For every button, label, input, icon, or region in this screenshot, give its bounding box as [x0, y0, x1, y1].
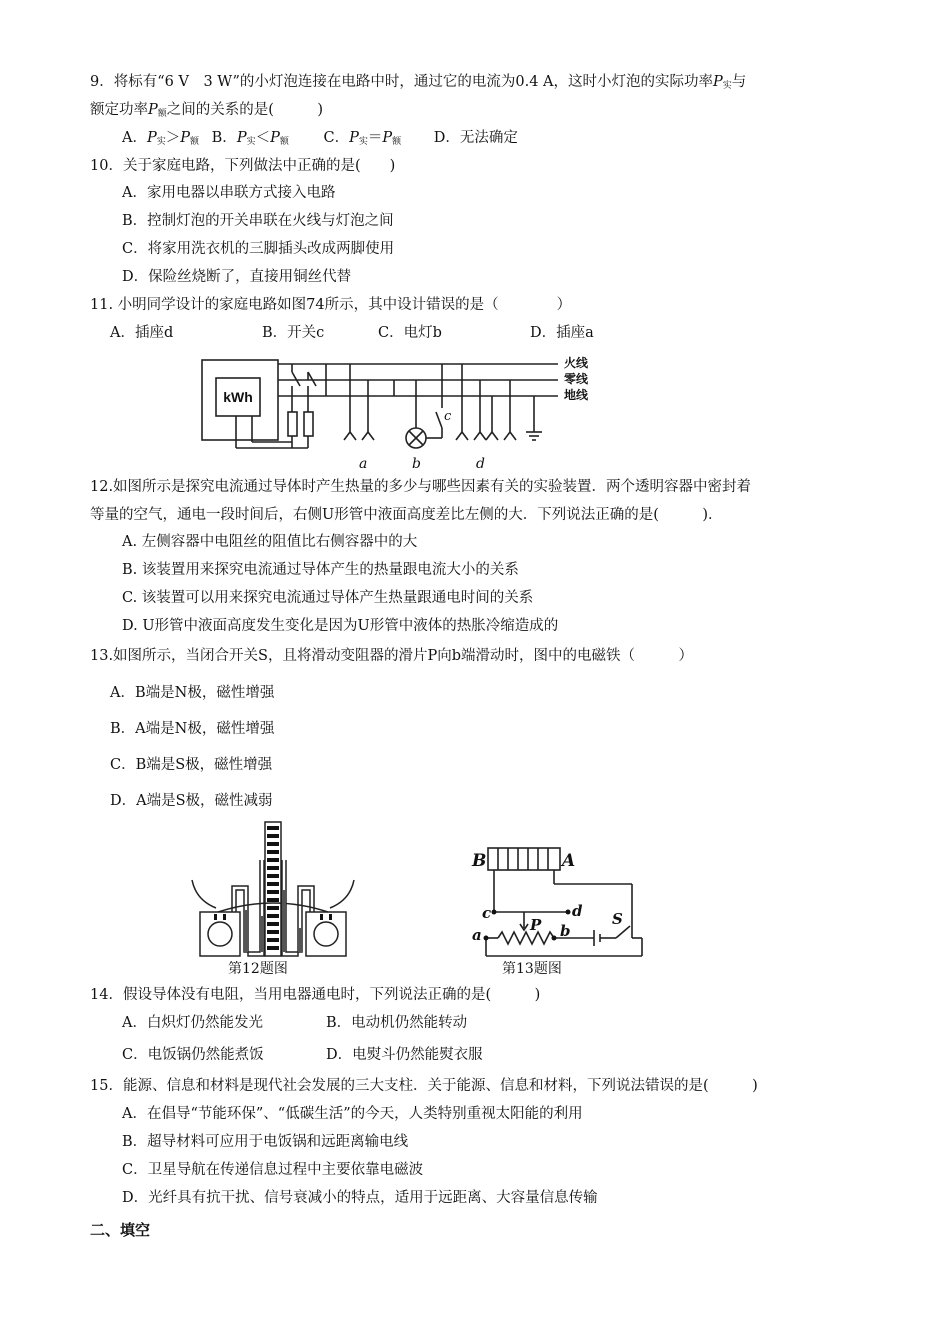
q12-stem-line2: 等量的空气，通电一段时间后，右侧U形管中液面高度差比左侧的大．下列说法正确的是( )．: [90, 507, 723, 523]
q13-stem: 13.如图所示，当闭合开关S，且将滑动变阻器的滑片P向b端滑动时，图中的电磁铁（ ）: [90, 648, 694, 664]
q9-sub-actual: 实: [358, 137, 368, 147]
point-a-label: a: [472, 926, 482, 944]
q15-option-d: D．光纤具有抗干扰、信号衰减小的特点，适用于远距离、大容量信息传输: [122, 1190, 598, 1206]
q9-stem-text: 9．将标有“6 V 3 W”的小灯泡连接在电路中时，通过它的电流为0.4 A，这时小灯泡的实际功率: [90, 74, 714, 90]
q11-option-c: C．电灯b: [378, 325, 442, 341]
q9-sub-actual: 实: [246, 137, 256, 147]
point-b-label: b: [412, 456, 421, 472]
q9-p-symbol: P: [713, 74, 723, 90]
q15-option-c: C．卫星导航在传递信息过程中主要依靠电磁波: [122, 1162, 424, 1178]
fig13-caption: 第13题图: [502, 961, 562, 977]
q11-stem: 11. 小明同学设计的家庭电路如图74所示，其中设计错误的是（ ）: [90, 297, 572, 313]
q13-option-d: D．A端是S极，磁性减弱: [110, 793, 273, 809]
q14-option-a: A．白炽灯仍然能发光: [122, 1015, 263, 1031]
point-d-label: d: [476, 456, 485, 472]
q12-option-a: A. 左侧容器中电阻丝的阻值比右侧容器中的大: [122, 534, 418, 550]
fuse-right: [304, 412, 313, 436]
q10-option-b: B．控制灯泡的开关串联在火线与灯泡之间: [122, 213, 394, 229]
end-a-label: A: [562, 851, 576, 871]
slider-p-label: P: [530, 916, 542, 934]
left-resistor: [208, 922, 232, 946]
q10-option-d: D．保险丝烧断了，直接用铜丝代替: [122, 269, 352, 285]
q10-stem: 10．关于家庭电路，下列做法中正确的是( ): [90, 158, 396, 174]
left-container: [200, 912, 240, 956]
q9-p-symbol: P: [146, 130, 157, 146]
q9-sub-rated: 额: [392, 137, 402, 147]
end-b-label: B: [472, 851, 487, 871]
q15-option-a: A．在倡导“节能环保”、“低碳生活”的今天，人类特别重视太阳能的利用: [122, 1106, 583, 1122]
q14-option-c: C．电饭锅仍然能煮饭: [122, 1047, 264, 1063]
q9-p-symbol: P: [180, 130, 191, 146]
q9-option-b-label: B．: [211, 130, 237, 146]
rheostat: [498, 932, 554, 944]
q9-relation: ＝: [367, 130, 383, 146]
section-fill-in-heading: 二、填空: [90, 1221, 151, 1239]
q9-stem-text: 之间的关系的是( ): [166, 102, 324, 118]
q12-stem-line1: 12.如图所示是探究电流通过导体时产生热量的多少与哪些因素有关的实验装置．两个透明容器中密封着: [90, 479, 752, 495]
q12-option-d: D. U形管中液面高度发生变化是因为U形管中液体的热胀冷缩造成的: [122, 618, 559, 634]
q13-option-b: B．A端是N极，磁性增强: [110, 721, 275, 737]
q9-p-symbol: P: [236, 130, 247, 146]
q10-option-c: C．将家用洗衣机的三脚插头改成两脚使用: [122, 241, 395, 257]
q9-p-symbol: P: [270, 130, 280, 146]
q9-stem-text: 额定功率: [90, 102, 148, 118]
live-wire-label: 火线: [564, 356, 589, 370]
q9-relation: ＜: [255, 130, 271, 146]
q9-stem-line2: [90, 100, 323, 124]
switch-s-label: S: [612, 910, 623, 928]
q9-p-symbol: P: [148, 102, 158, 118]
q14-stem: 14．假设导体没有电阻，当用电器通电时，下列说法正确的是( ): [90, 987, 541, 1003]
q15-stem: 15．能源、信息和材料是现代社会发展的三大支柱．关于能源、信息和材料，下列说法错误的是( ): [90, 1078, 758, 1094]
q12-option-b: B. 该装置用来探究电流通过导体产生的热量跟电流大小的关系: [122, 562, 519, 578]
q11-circuit-figure: [196, 350, 606, 474]
q11-option-d: D．插座a: [530, 325, 594, 341]
kwh-label: kWh: [223, 389, 253, 405]
right-resistor: [314, 922, 338, 946]
point-d-label: d: [572, 902, 583, 920]
point-c-label: c: [444, 409, 452, 424]
point-c-label: c: [482, 904, 492, 922]
switch-c: [436, 412, 442, 428]
fuse-left: [288, 412, 297, 436]
q12-apparatus-figure: [188, 820, 358, 960]
point-a-label: a: [359, 456, 368, 472]
q9-p-symbol: P: [349, 130, 359, 146]
q13-option-a: A．B端是N极，磁性增强: [110, 685, 275, 701]
neutral-wire-label: 零线: [564, 372, 589, 386]
q13-circuit-figure: [470, 836, 650, 964]
q9-stem-line1: [90, 72, 746, 96]
q9-options: [122, 128, 518, 152]
q9-sub-rated: 额: [157, 109, 167, 119]
q11-option-b: B．开关c: [262, 325, 325, 341]
q12-option-c: C. 该装置可以用来探究电流通过导体产生热量跟通电时间的关系: [122, 590, 534, 606]
q9-relation: ＞: [165, 130, 181, 146]
q10-option-a: A．家用电器以串联方式接入电路: [122, 185, 336, 201]
q9-option-c-label: C．: [323, 130, 350, 146]
q9-option-d: D．无法确定: [433, 130, 518, 146]
q15-option-b: B．超导材料可应用于电饭锅和远距离输电线: [122, 1134, 409, 1150]
q13-option-c: C．B端是S极，磁性增强: [110, 757, 273, 773]
fig12-caption: 第12题图: [228, 961, 288, 977]
q9-sub-rated: 额: [190, 137, 200, 147]
q9-p-symbol: P: [382, 130, 393, 146]
point-b-label: b: [560, 922, 571, 940]
q9-sub-actual: 实: [156, 137, 166, 147]
q14-option-d: D．电熨斗仍然能熨衣服: [326, 1047, 483, 1063]
q9-sub-actual: 实: [722, 81, 732, 91]
right-container: [306, 912, 346, 956]
q9-stem-text: 与: [731, 74, 747, 90]
ground-wire-label: 地线: [564, 388, 589, 402]
q9-option-a-label: A．: [122, 130, 147, 146]
q9-sub-rated: 额: [279, 137, 289, 147]
q11-option-a: A．插座d: [110, 325, 174, 341]
q14-option-b: B．电动机仍然能转动: [326, 1015, 468, 1031]
